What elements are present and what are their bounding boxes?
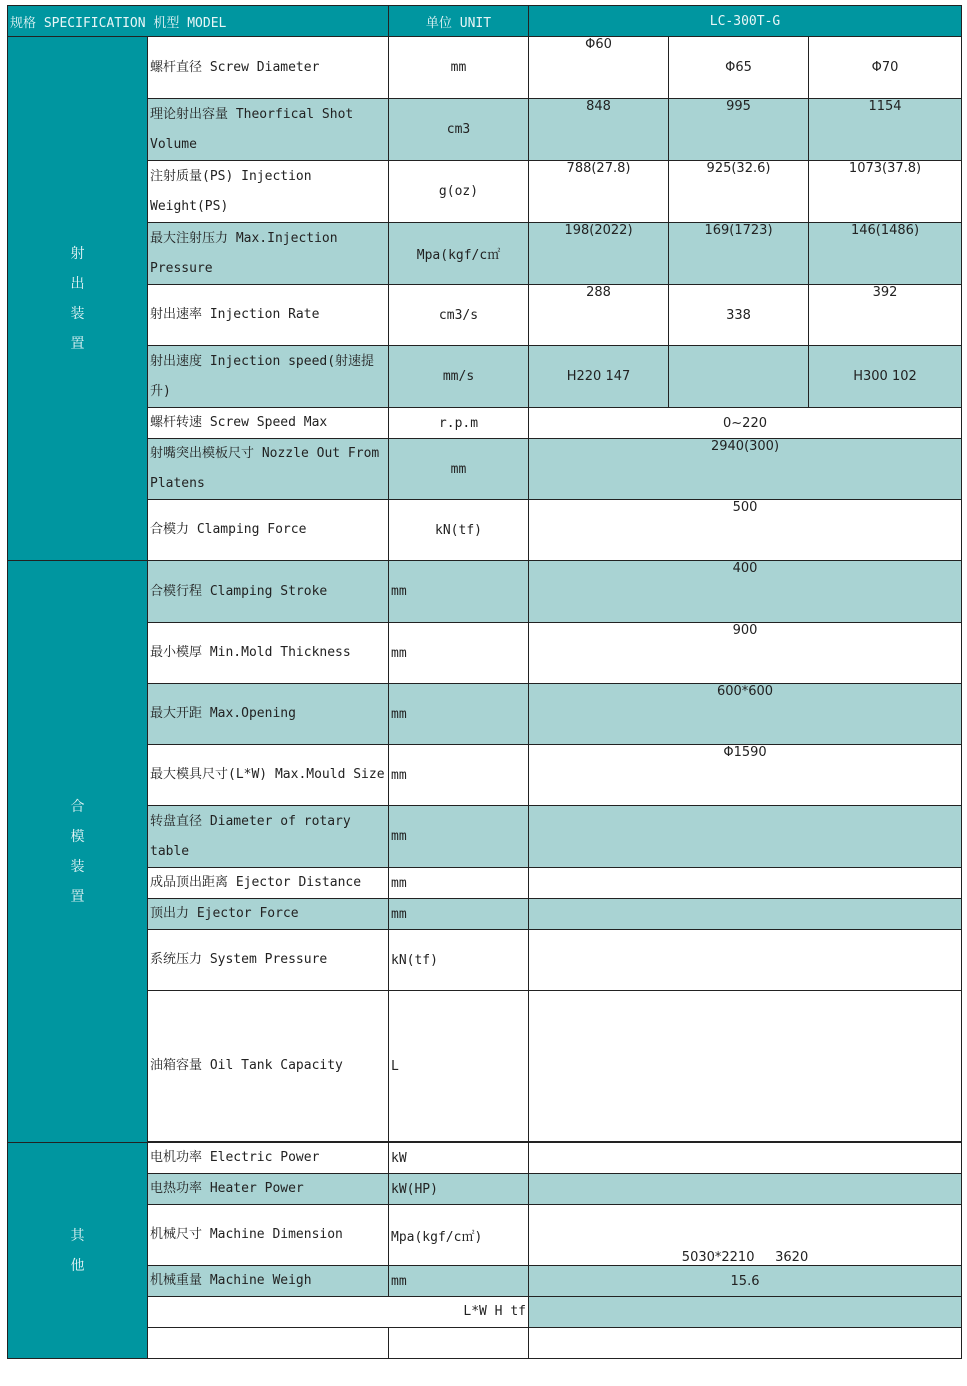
row-unit: cm3/s: [389, 285, 529, 346]
spec-model-header: 规格 SPECIFICATION 机型 MODEL: [8, 6, 389, 37]
group-clamping-char: 装: [70, 858, 85, 875]
row-label: 合模力 Clamping Force: [148, 500, 389, 561]
blank-cell: [148, 1328, 389, 1359]
model-value-header: LC-300T-G: [529, 6, 962, 37]
row-unit: kN(tf): [389, 500, 529, 561]
row-value: 15.6: [529, 1266, 962, 1297]
row-value: 0~220: [529, 408, 962, 439]
row-lwh: [8, 1297, 962, 1328]
row-value: [529, 930, 962, 991]
row-ejector-distance: [8, 868, 962, 899]
row-unit: kN(tf): [389, 930, 529, 991]
row-label: 螺杆直径 Screw Diameter: [148, 37, 389, 99]
row-max-mould: [8, 745, 962, 806]
group-injection-char: 出: [70, 275, 85, 292]
row-clamping-stroke: [8, 561, 962, 623]
lwh-label: L*W H tf: [148, 1297, 529, 1328]
group-other-char: 其: [70, 1227, 85, 1244]
group-clamping: [8, 561, 148, 1143]
row-value: 169(1723): [669, 223, 809, 285]
row-label: 理论射出容量 Theorfical Shot Volume: [148, 99, 389, 161]
row-unit: Mpa(kgf/c㎡: [389, 223, 529, 285]
row-injection-rate: [8, 285, 962, 346]
row-label: 油箱容量 Oil Tank Capacity: [148, 991, 389, 1142]
row-label: 顶出力 Ejector Force: [148, 899, 389, 930]
group-other-char: 他: [70, 1257, 85, 1274]
row-value: 848: [529, 99, 669, 161]
row-ejector-force: [8, 899, 962, 930]
row-unit: mm: [389, 623, 529, 684]
row-value: 392: [809, 285, 962, 346]
row-unit: kW: [389, 1143, 529, 1174]
row-unit: Mpa(kgf/c㎡): [389, 1205, 529, 1266]
row-unit: mm: [389, 868, 529, 899]
row-value: Φ70: [809, 37, 962, 99]
blank-cell: [389, 1328, 529, 1359]
row-unit: mm: [389, 439, 529, 500]
row-value: [529, 1297, 962, 1328]
row-value: 338: [669, 285, 809, 346]
row-nozzle-out: [8, 439, 962, 500]
row-value: 600*600: [529, 684, 962, 745]
header-row: [8, 6, 962, 37]
row-value: 500: [529, 500, 962, 561]
row-label: 合模行程 Clamping Stroke: [148, 561, 389, 623]
row-value: [529, 991, 962, 1142]
row-value: 400: [529, 561, 962, 623]
row-oil-tank: [8, 991, 962, 1142]
row-value: 900: [529, 623, 962, 684]
row-injection-pressure: [8, 223, 962, 285]
row-value: [529, 1174, 962, 1205]
row-value: 2940(300): [529, 439, 962, 500]
group-injection-char: 装: [70, 305, 85, 322]
row-min-mold: [8, 623, 962, 684]
specification-table: [7, 5, 962, 1359]
row-value: [529, 868, 962, 899]
row-value: H300 102: [809, 346, 962, 408]
row-shot-weight: [8, 161, 962, 223]
row-label: 螺杆转速 Screw Speed Max: [148, 408, 389, 439]
row-label: 机械重量 Machine Weigh: [148, 1266, 389, 1297]
row-rotary-table: [8, 806, 962, 868]
row-unit: mm: [389, 899, 529, 930]
row-value: [529, 806, 962, 868]
row-unit: mm: [389, 1266, 529, 1297]
unit-header: 单位 UNIT: [389, 6, 529, 37]
row-unit: mm: [389, 37, 529, 99]
row-label: 射嘴突出模板尺寸 Nozzle Out From Platens: [148, 439, 389, 500]
row-unit: r.p.m: [389, 408, 529, 439]
row-unit: L: [389, 991, 529, 1142]
group-other: [8, 1143, 148, 1359]
row-value: 1154: [809, 99, 962, 161]
row-machine-weight: [8, 1266, 962, 1297]
row-value: 5030*2210 3620: [529, 1205, 962, 1266]
blank-cell: [529, 1328, 962, 1359]
row-value: H220 147: [529, 346, 669, 408]
group-clamping-char: 置: [70, 888, 85, 905]
row-value: 146(1486): [809, 223, 962, 285]
row-label: 机械尺寸 Machine Dimension: [148, 1205, 389, 1266]
row-value: Φ65: [669, 37, 809, 99]
row-heater-power: [8, 1174, 962, 1205]
row-label: 最小模厚 Min.Mold Thickness: [148, 623, 389, 684]
row-value: 288: [529, 285, 669, 346]
row-value: Φ1590: [529, 745, 962, 806]
row-unit: g(oz): [389, 161, 529, 223]
row-label: 电机功率 Electric Power: [148, 1143, 389, 1174]
row-injection-speed: [8, 346, 962, 408]
row-screw-speed: [8, 408, 962, 439]
group-injection: [8, 37, 148, 561]
row-value: 925(32.6): [669, 161, 809, 223]
row-label: 注射质量(PS) Injection Weight(PS): [148, 161, 389, 223]
row-value: Φ60: [529, 37, 669, 99]
row-value: 198(2022): [529, 223, 669, 285]
group-clamping-char: 模: [70, 828, 85, 845]
row-max-opening: [8, 684, 962, 745]
row-unit: mm: [389, 745, 529, 806]
row-label: 电热功率 Heater Power: [148, 1174, 389, 1205]
row-value: [529, 899, 962, 930]
row-clamping-force: [8, 500, 962, 561]
row-machine-dimension: [8, 1205, 962, 1266]
row-value: 1073(37.8): [809, 161, 962, 223]
row-label: 成品顶出距离 Ejector Distance: [148, 868, 389, 899]
row-label: 射出速率 Injection Rate: [148, 285, 389, 346]
row-label: 最大模具尺寸(L*W) Max.Mould Size: [148, 745, 389, 806]
row-value: [529, 1143, 962, 1174]
row-unit: mm: [389, 684, 529, 745]
row-shot-volume: [8, 99, 962, 161]
row-electric-power: [8, 1143, 962, 1174]
group-injection-char: 置: [70, 335, 85, 352]
row-unit: mm/s: [389, 346, 529, 408]
row-label: 最大注射压力 Max.Injection Pressure: [148, 223, 389, 285]
row-unit: cm3: [389, 99, 529, 161]
row-unit: mm: [389, 806, 529, 868]
row-label: 转盘直径 Diameter of rotary table: [148, 806, 389, 868]
row-unit: kW(HP): [389, 1174, 529, 1205]
row-screw-diameter: [8, 37, 962, 99]
row-value: 788(27.8): [529, 161, 669, 223]
row-system-pressure: [8, 930, 962, 991]
row-value: 995: [669, 99, 809, 161]
row-label: 最大开距 Max.Opening: [148, 684, 389, 745]
group-injection-char: 射: [70, 245, 85, 262]
row-value: [669, 346, 809, 408]
row-unit: mm: [389, 561, 529, 623]
row-blank: [8, 1328, 962, 1359]
row-label: 系统压力 System Pressure: [148, 930, 389, 991]
group-clamping-char: 合: [70, 798, 85, 815]
row-label: 射出速度 Injection speed(射速提升): [148, 346, 389, 408]
